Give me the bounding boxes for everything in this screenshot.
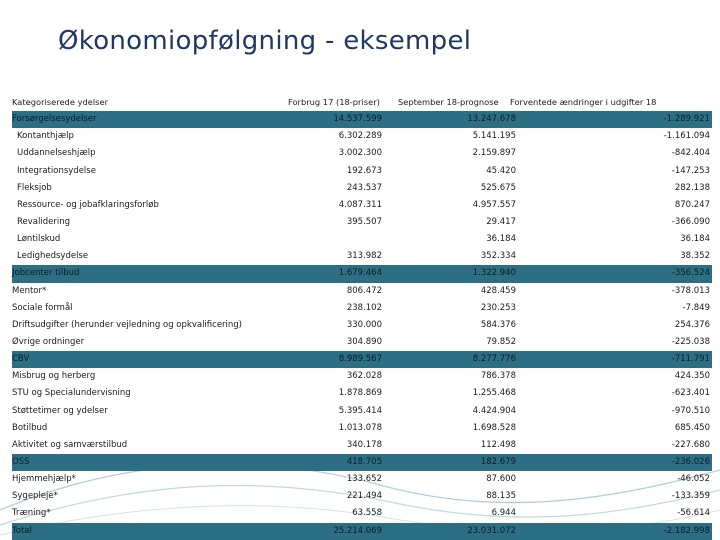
table-row bbox=[12, 128, 712, 145]
slide-title: Økonomiopfølgning - eksempel bbox=[58, 26, 472, 56]
row-change: 424.350 bbox=[674, 371, 710, 382]
row-label: Fleksjob bbox=[17, 182, 52, 193]
table-row bbox=[12, 437, 712, 454]
row-change: -46.052 bbox=[677, 474, 710, 485]
row-forbrug: 133.652 bbox=[346, 474, 382, 485]
table-row bbox=[12, 317, 712, 334]
row-change: -623.401 bbox=[671, 388, 710, 399]
row-forbrug: 63.558 bbox=[352, 508, 382, 519]
table-row bbox=[12, 111, 712, 128]
table-row bbox=[12, 420, 712, 437]
table-row bbox=[12, 283, 712, 300]
table-row bbox=[12, 145, 712, 162]
table-row bbox=[12, 385, 712, 402]
row-prognose: 23.031.072 bbox=[467, 525, 516, 536]
row-forbrug: 3.002.300 bbox=[338, 148, 382, 159]
row-change: -147.253 bbox=[671, 165, 710, 176]
row-forbrug: 806.472 bbox=[346, 285, 382, 296]
row-change: 254.376 bbox=[674, 319, 710, 330]
row-prognose: 29.417 bbox=[486, 216, 516, 227]
row-prognose: 112.498 bbox=[480, 439, 516, 450]
row-prognose: 1.698.528 bbox=[472, 422, 516, 433]
row-label: Kontanthjælp bbox=[17, 131, 74, 142]
row-change: -711.791 bbox=[671, 354, 710, 365]
row-change: -236.026 bbox=[671, 456, 710, 467]
row-forbrug: 362.028 bbox=[346, 371, 382, 382]
row-label: Integrationsydelse bbox=[17, 165, 96, 176]
row-change: 685.450 bbox=[674, 422, 710, 433]
column-header-category: Kategoriserede ydelser bbox=[12, 97, 108, 107]
row-forbrug: 418.705 bbox=[346, 456, 382, 467]
row-prognose: 13.247.678 bbox=[467, 114, 516, 125]
table-row bbox=[12, 180, 712, 197]
row-label: Uddannelseshjælp bbox=[17, 148, 96, 159]
row-prognose: 525.675 bbox=[480, 182, 516, 193]
row-label: Revalidering bbox=[17, 216, 70, 227]
table-row bbox=[12, 351, 712, 368]
row-prognose: 88.135 bbox=[486, 491, 516, 502]
row-change: -2.182.998 bbox=[663, 525, 710, 536]
table-row bbox=[12, 214, 712, 231]
row-prognose: 2.159.897 bbox=[472, 148, 516, 159]
row-forbrug: 243.537 bbox=[346, 182, 382, 193]
row-label: Forsørgelsesydelser bbox=[12, 114, 97, 125]
table-row bbox=[12, 231, 712, 248]
row-prognose: 36.184 bbox=[486, 234, 516, 245]
row-forbrug: 1.013.078 bbox=[338, 422, 382, 433]
row-change: -227.680 bbox=[671, 439, 710, 450]
row-label: Misbrug og herberg bbox=[12, 371, 96, 382]
row-label: CBV bbox=[12, 354, 30, 365]
row-forbrug: 304.890 bbox=[346, 336, 382, 347]
row-label: Driftsudgifter (herunder vejledning og opkvalificering) bbox=[12, 319, 243, 330]
table-row bbox=[12, 488, 712, 505]
row-prognose: 6.944 bbox=[491, 508, 516, 519]
row-forbrug: 238.102 bbox=[346, 302, 382, 313]
row-change: 38.352 bbox=[680, 251, 710, 262]
row-change: -378.013 bbox=[671, 285, 710, 296]
row-label: Sociale formål bbox=[12, 302, 73, 313]
table-row bbox=[12, 523, 712, 540]
table-row bbox=[12, 334, 712, 351]
row-prognose: 1.255.468 bbox=[472, 388, 516, 399]
row-change: -1.289.921 bbox=[663, 114, 710, 125]
table-row bbox=[12, 368, 712, 385]
table-row bbox=[12, 265, 712, 282]
row-change: -970.510 bbox=[671, 405, 710, 416]
table-row bbox=[12, 197, 712, 214]
table-row bbox=[12, 454, 712, 471]
row-prognose: 1.322.940 bbox=[472, 268, 516, 279]
row-change: -842.404 bbox=[671, 148, 710, 159]
row-prognose: 8.277.776 bbox=[472, 354, 516, 365]
row-label: Løntilskud bbox=[17, 234, 61, 245]
row-change: -133.359 bbox=[671, 491, 710, 502]
row-label: Botilbud bbox=[12, 422, 48, 433]
row-label: STU og Specialundervisning bbox=[12, 388, 131, 399]
row-prognose: 786.378 bbox=[480, 371, 516, 382]
table-row bbox=[12, 471, 712, 488]
row-forbrug: 8.989.567 bbox=[338, 354, 382, 365]
budget-table bbox=[12, 94, 712, 540]
row-label: Ressource- og jobafklaringsforløb bbox=[17, 199, 159, 210]
row-forbrug: 330.000 bbox=[346, 319, 382, 330]
table-body bbox=[12, 111, 712, 540]
row-prognose: 45.420 bbox=[486, 165, 516, 176]
row-forbrug: 1.878.869 bbox=[338, 388, 382, 399]
row-label: Øvrige ordninger bbox=[12, 336, 85, 347]
row-forbrug: 14.537.599 bbox=[333, 114, 382, 125]
row-change: -366.090 bbox=[671, 216, 710, 227]
row-change: 870.247 bbox=[674, 199, 710, 210]
row-label: Mentor* bbox=[12, 285, 47, 296]
row-label: OSS bbox=[12, 456, 30, 467]
column-header-prognose: September 18-prognose bbox=[398, 97, 499, 107]
row-change: -225.038 bbox=[671, 336, 710, 347]
row-forbrug: 4.087.311 bbox=[338, 199, 382, 210]
row-label: Jobcenter tilbud bbox=[12, 268, 80, 279]
row-prognose: 79.852 bbox=[486, 336, 516, 347]
row-prognose: 87.600 bbox=[486, 474, 516, 485]
row-forbrug: 25.214.069 bbox=[333, 525, 382, 536]
column-header-changes: Forventede ændringer i udgifter 18 bbox=[510, 97, 657, 107]
table-row bbox=[12, 248, 712, 265]
row-forbrug: 340.178 bbox=[346, 439, 382, 450]
table-row bbox=[12, 403, 712, 420]
table-row bbox=[12, 505, 712, 522]
row-change: -1.161.094 bbox=[663, 131, 710, 142]
row-label: Hjemmehjælp* bbox=[12, 474, 76, 485]
row-forbrug: 1.679.464 bbox=[338, 268, 382, 279]
row-forbrug: 192.673 bbox=[346, 165, 382, 176]
row-forbrug: 313.982 bbox=[346, 251, 382, 262]
row-change: 36.184 bbox=[680, 234, 710, 245]
row-change: -7.849 bbox=[682, 302, 710, 313]
row-label: Total bbox=[12, 525, 32, 536]
row-forbrug: 395.507 bbox=[346, 216, 382, 227]
row-label: Ledighedsydelse bbox=[17, 251, 89, 262]
row-change: -356.524 bbox=[671, 268, 710, 279]
row-change: -56.614 bbox=[677, 508, 710, 519]
row-label: Støttetimer og ydelser bbox=[12, 405, 108, 416]
row-prognose: 352.334 bbox=[480, 251, 516, 262]
row-prognose: 584.376 bbox=[480, 319, 516, 330]
row-label: Aktivitet og samværstilbud bbox=[12, 439, 128, 450]
row-prognose: 182.679 bbox=[480, 456, 516, 467]
row-change: 282.138 bbox=[674, 182, 710, 193]
row-prognose: 428.459 bbox=[480, 285, 516, 296]
row-forbrug: 6.302.289 bbox=[338, 131, 382, 142]
table-row bbox=[12, 300, 712, 317]
row-forbrug: 5.395.414 bbox=[338, 405, 382, 416]
row-prognose: 230.253 bbox=[480, 302, 516, 313]
row-prognose: 4.424.904 bbox=[472, 405, 516, 416]
row-prognose: 4.957.557 bbox=[472, 199, 516, 210]
row-forbrug: 221.494 bbox=[346, 491, 382, 502]
table-header-row bbox=[12, 94, 712, 111]
row-label: Træning* bbox=[12, 508, 51, 519]
table-row bbox=[12, 163, 712, 180]
row-label: Sygepleje* bbox=[12, 491, 58, 502]
row-prognose: 5.141.195 bbox=[472, 131, 516, 142]
column-header-forbrug: Forbrug 17 (18-priser) bbox=[288, 97, 380, 107]
